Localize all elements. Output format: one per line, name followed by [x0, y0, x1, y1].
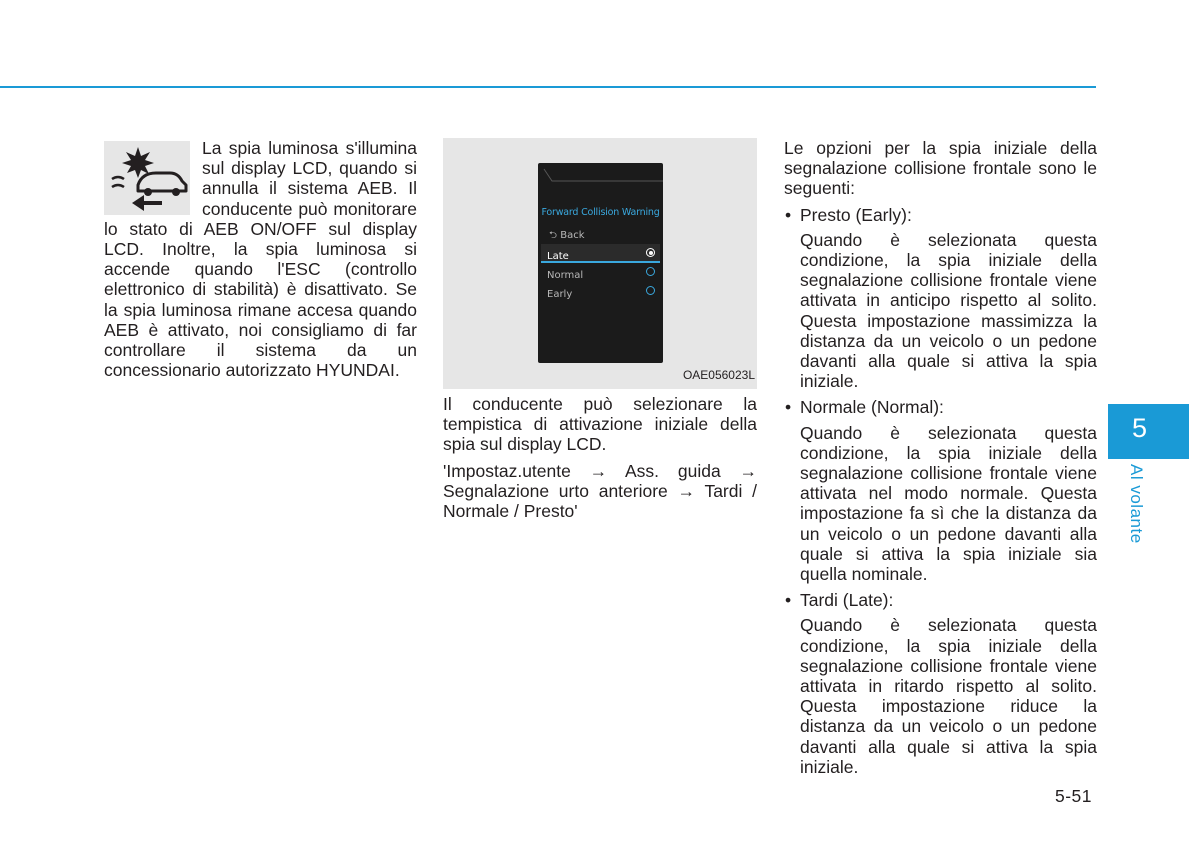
- aeb-off-warning-icon: [104, 141, 190, 215]
- figure-code: OAE056023L: [682, 367, 755, 382]
- option-label: Early: [547, 289, 573, 300]
- lcd-option-late: [541, 244, 660, 263]
- lcd-title: Forward Collision Warning: [541, 207, 660, 218]
- option-desc-normal: Quando è selezionata questa condizione, la spia iniziale della segnalazione collisione frontale viene attivata nel modo normale. Questa impostazione fa sì che la distanza da un veicolo o un pedone davanti alla quale si attiva la spia iniziale sia quella nominale.: [800, 422, 1097, 585]
- figure-caption: Il conducente può selezionare la tempistica di attivazione iniziale della spia sul display LCD.: [443, 394, 757, 455]
- option-label: Normal: [547, 270, 584, 281]
- column-3: [784, 138, 1097, 777]
- lcd-screen: [538, 163, 663, 363]
- option-title-early: • Presto (Early):: [784, 205, 1097, 225]
- chapter-label: Al volante: [1127, 464, 1146, 544]
- option-desc-early: Quando è selezionata questa condizione, la spia iniziale della segnalazione collisione frontale viene attivata in anticipo rispetto al solito. Questa impostazione massimizza la distanza da un veicolo o un pedone davanti alla quale si attiva la spia iniziale.: [800, 229, 1097, 392]
- column-1: [104, 138, 417, 380]
- menu-path: 'Impostaz.utente → Ass. guida → Segnalazione urto anteriore → Tardi / Normale / Presto': [443, 460, 757, 522]
- chapter-number: 5: [1132, 413, 1148, 443]
- options-intro: Le opzioni per la spia iniziale della segnalazione collisione frontale sono le seguenti:: [784, 138, 1097, 199]
- option-desc-late: Quando è selezionata questa condizione, la spia iniziale della segnalazione collisione frontale viene attivata in ritardo rispetto al solito. Questa impostazione riduce la distanza da un veicolo o un pedone davanti alla quale si attiva la spia iniziale.: [800, 615, 1097, 777]
- radio-icon: [646, 286, 655, 295]
- lcd-option-early: [541, 282, 660, 300]
- page-number: 5-51: [1055, 786, 1093, 806]
- back-arrow-icon: ⮌: [549, 230, 558, 241]
- column-2: [443, 138, 757, 521]
- col1-paragraph: La spia luminosa s'illumina sul display LCD, quando si annulla il sistema AEB. Il conducente può monitorare lo stato di AEB ON/OFF sul display LCD. Inoltre, la spia luminosa si accende quando l'ESC (controllo elettronico di stabilità) è disattivato. Se la spia luminosa rimane accesa quando AEB è attivato, noi consigliamo di far controllare il sistema da un concessionario autorizzato HYUNDAI.: [104, 138, 417, 381]
- option-title-normal: • Normale (Normal):: [784, 397, 1097, 417]
- lcd-option-normal: [541, 263, 660, 281]
- header-rule: [0, 86, 1096, 88]
- radio-icon: [646, 267, 655, 276]
- chapter-tab: [1108, 404, 1189, 459]
- back-label: Back: [560, 230, 585, 241]
- option-title-late: • Tardi (Late):: [784, 590, 1097, 610]
- option-label: Late: [547, 251, 569, 262]
- lcd-figure: [443, 138, 757, 389]
- radio-selected-icon: [646, 248, 655, 257]
- lcd-frame-decoration: [538, 163, 663, 193]
